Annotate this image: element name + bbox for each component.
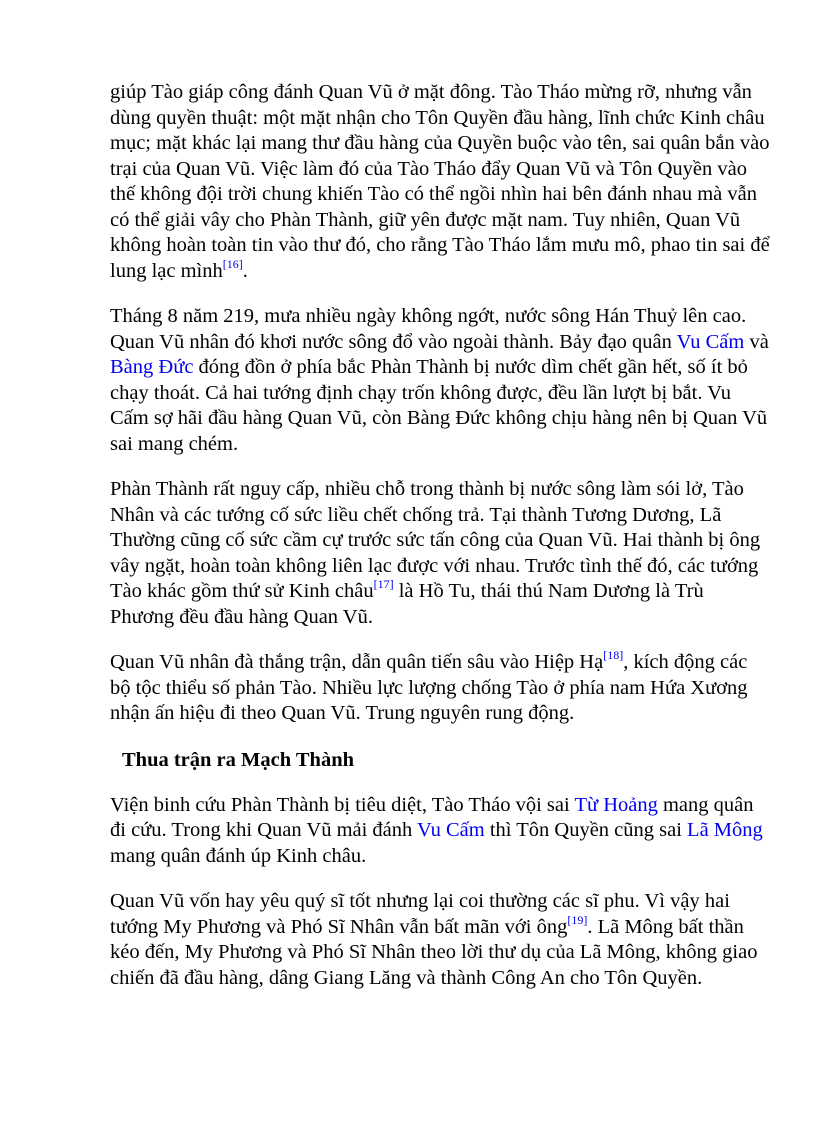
paragraph-text: Viện binh cứu Phàn Thành bị tiêu diệt, Tào Tháo vội sai [110, 793, 575, 816]
link-vu-cam-2[interactable]: Vu Cấm [417, 819, 485, 841]
paragraph-text: , kích động các bộ tộc thiểu số phản Tào. Nhiều lực lượng chống Tào ở phía nam Hứa Xương nhận ấn hiệu đi theo Quan Vũ. Trung nguyên rung động. [110, 651, 748, 724]
footnote-link-18[interactable]: [18] [603, 648, 624, 662]
section-heading: Thua trận ra Mạch Thành [122, 748, 355, 771]
paragraph-text: Quan Vũ nhân đà thắng trận, dẫn quân tiến sâu vào Hiệp Hạ [110, 651, 604, 673]
paragraph-4 [110, 650, 770, 727]
footnote-link-19[interactable]: [19] [567, 912, 588, 927]
footnote-link-16[interactable]: [16] [222, 256, 243, 271]
paragraph-2 [110, 304, 770, 457]
paragraph-5 [110, 793, 770, 870]
paragraph-text: là Hồ Tu, thái thú Nam Dương là Trù Phương đều đầu hàng Quan Vũ. [110, 580, 704, 628]
paragraph-3 [110, 477, 770, 630]
paragraph-text: Tháng 8 năm 219, mưa nhiều ngày không ngớt, nước sông Hán Thuỷ lên cao. Quan Vũ nhân đó khơi nước sông đổ vào ngoài thành. Bảy đạo quân [110, 305, 747, 353]
paragraph-text: và [744, 330, 769, 353]
link-vu-cam[interactable]: Vu Cấm [676, 330, 745, 353]
paragraph-text: thì Tôn Quyền cũng sai [484, 819, 688, 841]
paragraph-1 [110, 80, 770, 284]
paragraph-text: Phàn Thành rất nguy cấp, nhiều chỗ trong thành bị nước sông làm sói lở, Tào Nhân và các tướng cố sức liều chết chống trả. Tại thành Tương Dương, Lã Thường cũng cố sức cầm cự trước sức tấn công của Quan Vũ. Hai thành bị ông vây ngặt, hoàn toàn không liên lạc được với nhau. Trước tình thế đó, các tướng Tào khác gồm thứ sử Kinh châu [110, 478, 761, 602]
article-body [110, 80, 770, 1011]
footnote-link-17[interactable]: [17] [373, 577, 394, 591]
link-la-mong[interactable]: Lã Mông [687, 819, 763, 841]
paragraph-6 [110, 889, 770, 991]
paragraph-text: . Lã Mông bất thần kéo đến, My Phương và Phó Sĩ Nhân theo lời thư dụ của Lã Mông, không giao chiến đã đầu hàng, dâng Giang Lăng và thành Công An cho Tôn Quyền. [110, 915, 758, 989]
paragraph-text: mang quân đánh úp Kinh châu. [110, 844, 367, 867]
link-tu-hoang[interactable]: Từ Hoảng [574, 793, 658, 816]
paragraph-text: Quan Vũ vốn hay yêu quý sĩ tốt nhưng lại coi thường các sĩ phu. Vì vậy hai tướng My Phương và Phó Sĩ Nhân vẫn bất mãn với ông [110, 890, 730, 938]
paragraph-text-end: . [242, 259, 248, 282]
paragraph-text: mang quân đi cứu. Trong khi Quan Vũ mải đánh [110, 793, 754, 841]
paragraph-text: đóng đồn ở phía bắc Phàn Thành bị nước dìm chết gần hết, số ít bỏ chạy thoát. Cả hai tướng định chạy trốn không được, đều lần lượt bị bắt. Vu Cấm sợ hãi đầu hàng Quan Vũ, còn Bàng Đức không chịu hàng nên bị Quan Vũ sai mang chém. [110, 356, 768, 455]
link-bang-duc[interactable]: Bàng Đức [110, 356, 194, 378]
paragraph-text: giúp Tào giáp công đánh Quan Vũ ở mặt đông. Tào Tháo mừng rỡ, nhưng vẫn dùng quyền thuật: một mặt nhận cho Tôn Quyền đầu hàng, lĩnh chức Kinh châu mục; mặt khác lại mang thư đầu hàng của Quyền buộc vào tên, sai quân bắn vào trại của Quan Vũ. Việc làm đó của Tào Tháo đẩy Quan Vũ và Tôn Quyền vào thế không đội trời chung khiến Tào có thể ngồi nhìn hai bên đánh nhau mà vẫn có thể giải vây cho Phàn Thành, giữ yên được mặt nam. Tuy nhiên, Quan Vũ không hoàn toàn tin vào thư đó, cho rằng Tào Tháo lắm mưu mô, phao tin sai để lung lạc mình [110, 81, 770, 282]
